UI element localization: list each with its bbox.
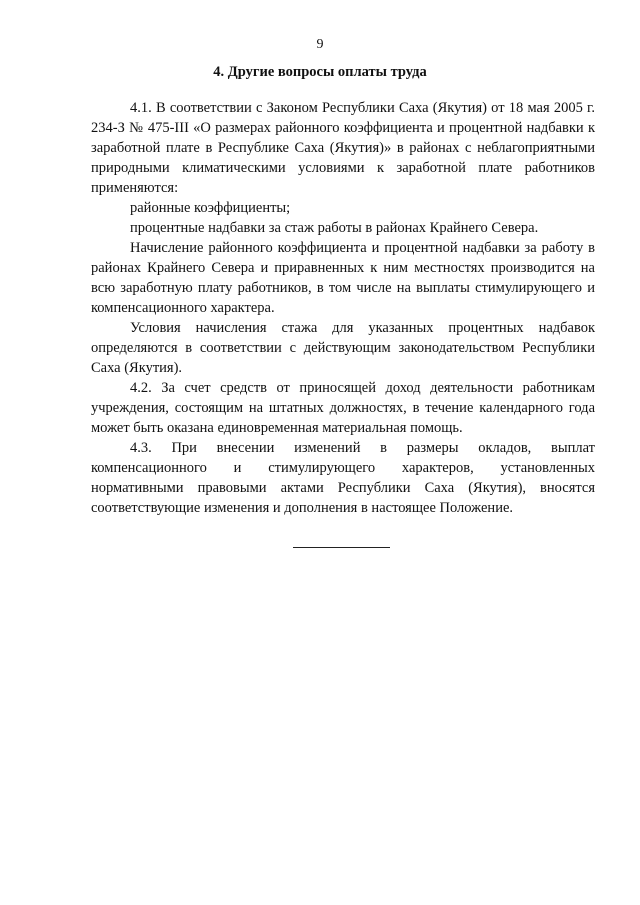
list-item-regional-coefficients: районные коэффициенты; — [130, 200, 291, 216]
page-number: 9 — [316, 37, 324, 52]
paragraph-4-2: 4.2. За счет средств от приносящей доход деятельности работникам учреждения, состоящим на штатных должностях, в течение календарного года может быть оказана единовременная материальная помощь. — [91, 380, 595, 436]
section-title: 4. Другие вопросы оплаты труда — [213, 64, 427, 80]
paragraph-accrual: Начисление районного коэффициента и процентной надбавки за работу в районах Крайнего Севера и приравненных к ним местностях производится на всю заработную плату работников, в том числе на выплаты стимулирующего и компенсационного характера. — [91, 240, 595, 316]
paragraph-4-3: 4.3. При внесении изменений в размеры окладов, выплат компенсационного и стимулирующего характеров, установленных нормативными правовыми актами Республики Саха (Якутия), вносятся соответствующие изменения и дополнения в настоящее Положение. — [91, 440, 595, 516]
document-body — [91, 98, 595, 518]
end-of-document-line — [293, 547, 390, 548]
list-item-percentage-allowances: процентные надбавки за стаж работы в районах Крайнего Севера. — [130, 220, 539, 236]
paragraph-conditions: Условия начисления стажа для указанных процентных надбавок определяются в соответствии с действующим законодательством Республики Саха (Якутия). — [91, 320, 595, 376]
paragraph-4-1: 4.1. В соответствии с Законом Республики Саха (Якутия) от 18 мая 2005 г. 234-З № 475-III «О размерах районного коэффициента и процентной надбавки к заработной плате в Республике Саха (Якутия)» в районах с неблагоприятными природными климатическими условиями к заработной плате работников применяются: — [91, 100, 595, 196]
